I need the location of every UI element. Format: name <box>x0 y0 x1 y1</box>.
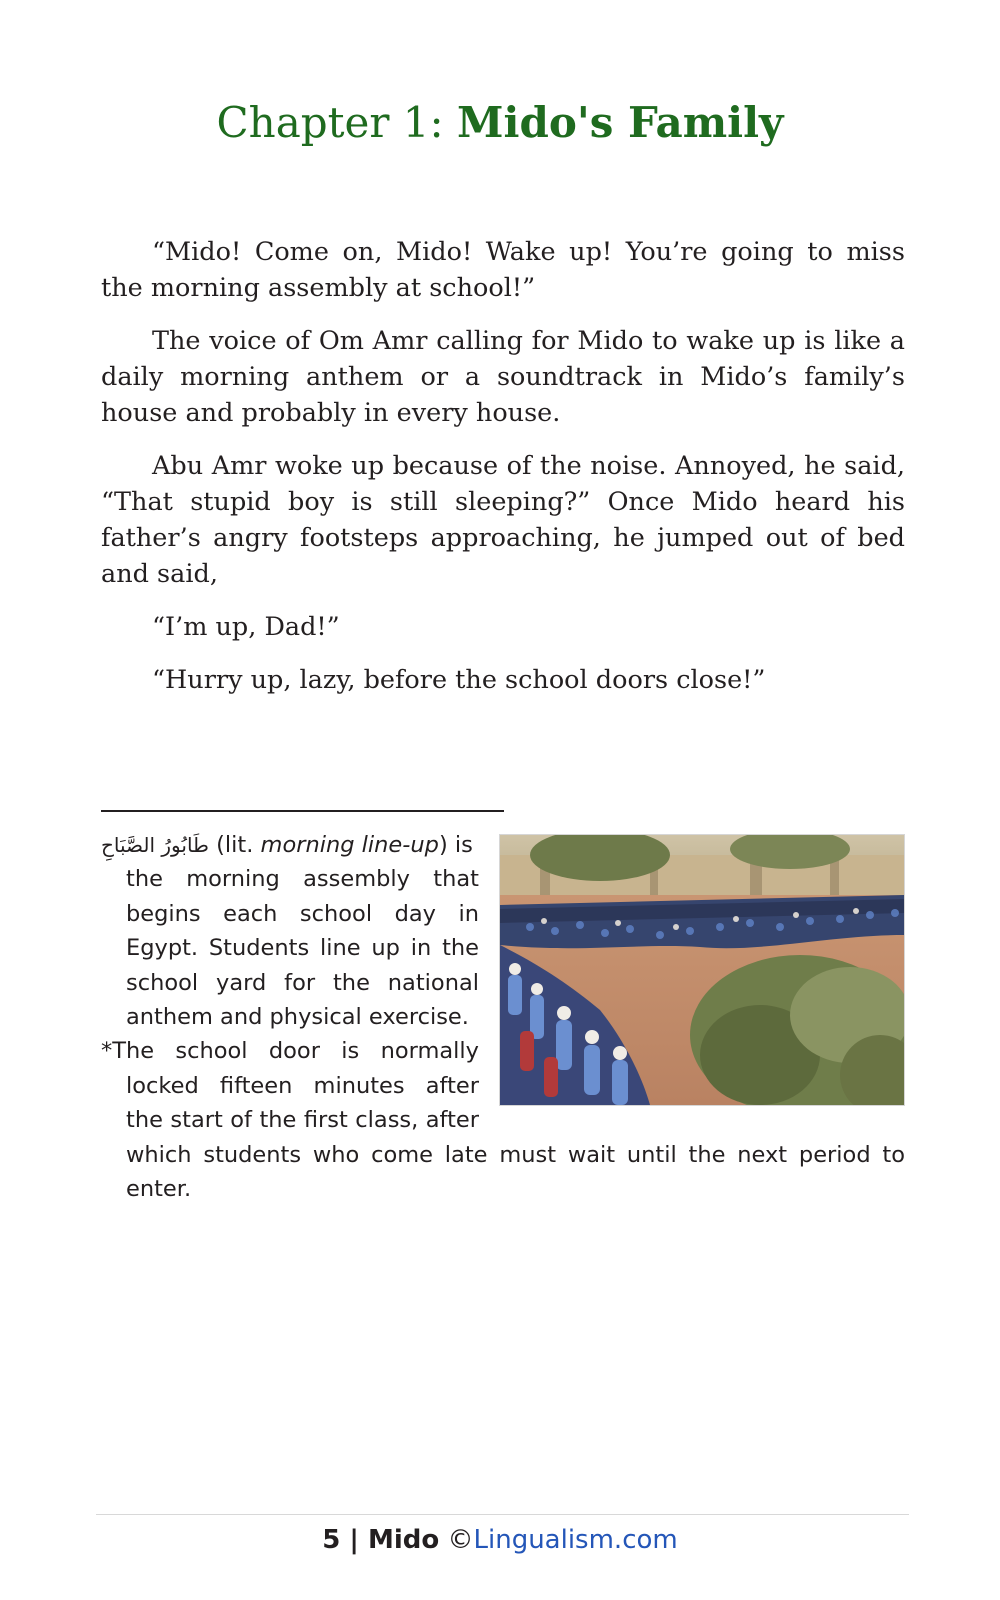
literal-translation: morning line-up <box>260 832 439 858</box>
page-footer <box>0 1522 1000 1558</box>
chapter-title <box>0 100 1000 146</box>
paragraph: “Mido! Come on, Mido! Wake up! You’re going to miss the morning assembly at school!” <box>101 237 905 303</box>
footnote <box>101 828 905 1206</box>
story-text <box>101 234 905 715</box>
footnote-divider <box>101 810 504 812</box>
footnote-door-note: *The school door is normally locked fifteen minutes after the start of the first class, after which students who come late must wait until the next period to enter. <box>101 1038 905 1203</box>
copyright-symbol: © <box>439 1525 474 1555</box>
book-title: Mido <box>367 1525 440 1555</box>
paragraph: The voice of Om Amr calling for Mido to wake up is like a daily morning anthem or a soundtrack in Mido’s family’s house and probably in every house. <box>101 326 905 428</box>
arabic-term: طَابُورُ الصَّبَاحِ <box>101 833 209 857</box>
paragraph: “Hurry up, lazy, before the school doors close!” <box>152 665 766 695</box>
school-assembly-image <box>500 835 904 1105</box>
footnote-definition: the morning assembly that begins each school day in Egypt. Students line up in the school yard for the national anthem and physical exercise. <box>126 866 479 1031</box>
lit-open: (lit. <box>208 832 261 858</box>
paragraph: “I’m up, Dad!” <box>152 612 340 642</box>
footer-separator: | <box>340 1525 368 1555</box>
paragraph: Abu Amr woke up because of the noise. Annoyed, he said, “That stupid boy is still sleeping?” Once Mido heard his father’s angry footsteps approaching, he jumped out of bed and said, <box>101 451 905 589</box>
lit-close: ) is <box>438 832 473 858</box>
chapter-name: Mido's Family <box>457 98 784 147</box>
school-assembly-photo <box>499 834 905 1106</box>
publisher-link[interactable]: Lingualism.com <box>473 1525 678 1555</box>
footer-divider <box>96 1514 909 1515</box>
page-number: 5 <box>322 1525 341 1555</box>
chapter-number: Chapter 1: <box>216 98 458 147</box>
